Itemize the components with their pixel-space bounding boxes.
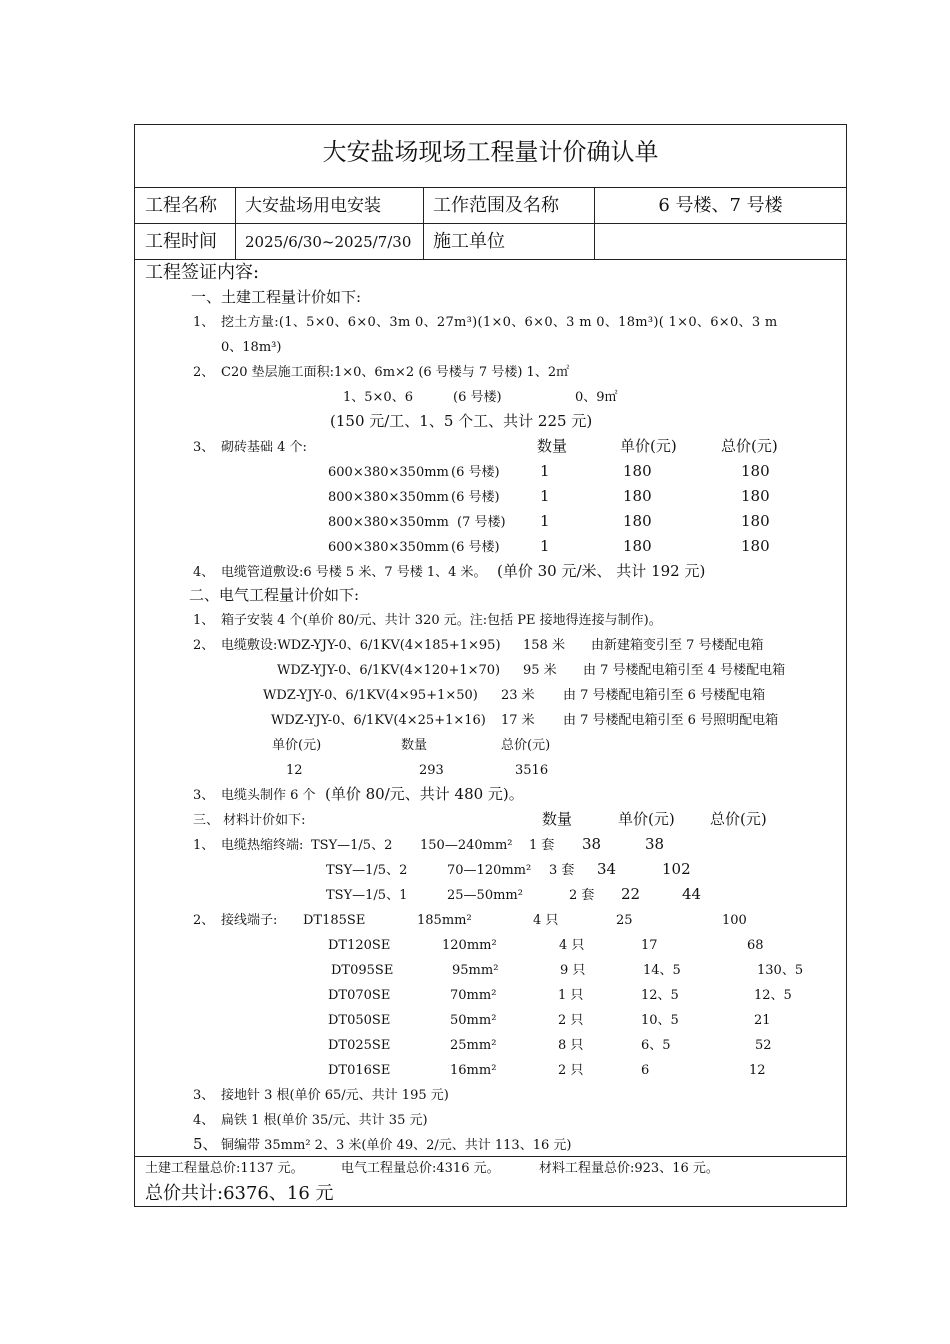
lug-model: DT025SE — [328, 1038, 391, 1053]
content-heading: 工程签证内容: — [145, 262, 260, 283]
lug-total: 100 — [722, 913, 747, 928]
item-number: 2、 — [193, 365, 215, 380]
material-col-header-total: 总价(元) — [710, 810, 767, 828]
item-number: 4、 — [193, 565, 215, 580]
cable-length: 23 米 — [501, 688, 535, 703]
cushion-text: C20 垫层施工面积:1×0、6m×2 (6 号楼与 7 号楼) 1、2㎡ — [221, 365, 570, 380]
lug-price: 10、5 — [641, 1013, 679, 1028]
brick-total: 180 — [741, 537, 770, 555]
lug-model: DT016SE — [328, 1063, 391, 1078]
cable-route: 由 7 号楼配电箱引至 6 号照明配电箱 — [563, 713, 779, 728]
copper-braid-text: 铜编带 35mm² 2、3 米(单价 49、2/元、共计 113、16 元) — [221, 1138, 572, 1153]
item-number: 3、 — [193, 788, 215, 803]
terminal-qty: 3 套 — [549, 863, 575, 878]
project-time-label: 工程时间 — [145, 231, 217, 252]
page-title: 大安盐场现场工程量计价确认单 — [322, 138, 659, 166]
terminal-label: 电缆热缩终端: — [221, 838, 304, 853]
lug-size: 95mm² — [452, 963, 499, 978]
material-col-header-qty: 数量 — [542, 810, 573, 828]
cable-col-header-price: 单价(元) — [272, 738, 322, 753]
lug-size: 185mm² — [417, 913, 472, 928]
item-number: 1、 — [193, 838, 215, 853]
cushion-line2-dim: 1、5×0、6 — [343, 390, 413, 405]
cushion-line2-area: 0、9㎡ — [575, 390, 618, 405]
brick-location: (6 号楼) — [451, 540, 500, 555]
divider — [135, 187, 846, 188]
lug-price: 25 — [616, 913, 633, 928]
confirmation-form — [134, 124, 847, 1207]
brick-qty: 1 — [540, 462, 550, 480]
lug-total: 52 — [755, 1038, 772, 1053]
project-time-value: 2025/6/30~2025/7/30 — [245, 233, 412, 251]
cable-total: 3516 — [515, 763, 549, 778]
contractor-label: 施工单位 — [433, 231, 505, 252]
col-header-total: 总价(元) — [721, 437, 778, 455]
terminal-range: 70—120mm² — [447, 863, 532, 878]
lug-size: 70mm² — [450, 988, 497, 1003]
brick-price: 180 — [623, 512, 652, 530]
brick-qty: 1 — [540, 512, 550, 530]
cable-col-header-total: 总价(元) — [501, 738, 551, 753]
item-number: 3、 — [193, 440, 215, 455]
cable-spec: WDZ-YJY-0、6/1KV(4×25+1×16) — [271, 713, 486, 728]
item-number: 5、 — [193, 1135, 218, 1153]
brick-qty: 1 — [540, 487, 550, 505]
lug-size: 16mm² — [450, 1063, 497, 1078]
brick-location: (6 号楼) — [451, 490, 500, 505]
cushion-cost: (150 元/工、1、5 个工、共计 225 元) — [330, 412, 593, 430]
brick-location: (6 号楼) — [451, 465, 500, 480]
lug-size: 120mm² — [442, 938, 497, 953]
item-number: 3、 — [193, 1088, 215, 1103]
cable-length: 158 米 — [523, 638, 565, 653]
col-header-price: 单价(元) — [620, 437, 677, 455]
brick-spec: 800×380×350mm — [328, 515, 449, 530]
terminal-price: 38 — [582, 835, 602, 853]
cable-col-header-qty: 数量 — [401, 738, 428, 753]
divider — [423, 187, 424, 259]
lug-size: 50mm² — [450, 1013, 497, 1028]
cable-spec: 电缆敷设:WDZ-YJY-0、6/1KV(4×185+1×95) — [221, 638, 501, 653]
project-name-value: 大安盐场用电安装 — [245, 196, 381, 216]
lug-model: DT185SE — [303, 913, 366, 928]
item-number: 1、 — [193, 315, 215, 330]
terminal-qty: 1 套 — [529, 838, 555, 853]
terminal-total: 44 — [682, 885, 702, 903]
brick-total: 180 — [741, 462, 770, 480]
lug-qty: 2 只 — [558, 1013, 584, 1028]
material-total: 材料工程量总价:923、16 元。 — [539, 1161, 719, 1176]
terminal-model: TSY—1/5、2 — [326, 863, 408, 878]
section-electrical-title: 二、电气工程量计价如下: — [189, 586, 360, 604]
brick-price: 180 — [623, 462, 652, 480]
civil-total: 土建工程量总价:1137 元。 — [145, 1161, 304, 1176]
brick-price: 180 — [623, 487, 652, 505]
lug-model: DT050SE — [328, 1013, 391, 1028]
brick-total: 180 — [741, 487, 770, 505]
lug-price: 6、5 — [641, 1038, 671, 1053]
lug-qty: 2 只 — [558, 1063, 584, 1078]
cable-route: 由 7 号楼配电箱引至 6 号楼配电箱 — [563, 688, 766, 703]
flat-iron-text: 扁铁 1 根(单价 35/元、共计 35 元) — [221, 1113, 428, 1128]
cable-route: 由 7 号楼配电箱引至 4 号楼配电箱 — [583, 663, 786, 678]
lug-price: 6 — [641, 1063, 650, 1078]
lug-qty: 9 只 — [560, 963, 586, 978]
divider — [135, 223, 846, 224]
divider — [135, 259, 846, 260]
terminal-qty: 2 套 — [569, 888, 595, 903]
lug-label: 接线端子: — [221, 913, 278, 928]
conduit-text: 电缆管道敷设:6 号楼 5 米、7 号楼 1、4 米。 — [221, 565, 487, 580]
section-civil-title: 一、土建工程量计价如下: — [191, 288, 362, 306]
lug-model: DT120SE — [328, 938, 391, 953]
brick-total: 180 — [741, 512, 770, 530]
project-name-label: 工程名称 — [145, 195, 217, 216]
col-header-qty: 数量 — [537, 437, 568, 455]
material-col-header-price: 单价(元) — [618, 810, 675, 828]
lug-total: 12 — [749, 1063, 766, 1078]
brick-spec: 600×380×350mm — [328, 465, 449, 480]
grand-total: 总价共计:6376、16 元 — [145, 1183, 334, 1204]
lug-model: DT095SE — [331, 963, 394, 978]
brick-location: (7 号楼) — [457, 515, 506, 530]
item-number: 4、 — [193, 1113, 215, 1128]
scope-value: 6 号楼、7 号楼 — [658, 195, 783, 216]
lug-total: 68 — [747, 938, 764, 953]
terminal-price: 34 — [597, 860, 617, 878]
item-number: 2、 — [193, 913, 215, 928]
brick-price: 180 — [623, 537, 652, 555]
lug-price: 17 — [641, 938, 658, 953]
lug-total: 130、5 — [757, 963, 804, 978]
terminal-model: TSY—1/5、1 — [326, 888, 408, 903]
ground-rod-text: 接地针 3 根(单价 65/元、共计 195 元) — [221, 1088, 449, 1103]
brick-foundation-text: 砌砖基础 4 个: — [221, 440, 307, 455]
cable-price: 12 — [286, 763, 303, 778]
earthwork-text: 挖土方量:(1、5×0、6×0、3m 0、27m³)(1×0、6×0、3 m 0、18m³)( 1×0、6×0、3 m — [221, 315, 778, 330]
lug-qty: 4 只 — [533, 913, 559, 928]
lug-total: 21 — [754, 1013, 771, 1028]
box-install-text: 箱子安装 4 个(单价 80/元、共计 320 元。注:包括 PE 接地得连接与制作)。 — [221, 613, 662, 628]
cable-head-cost: (单价 80/元、共计 480 元)。 — [325, 785, 524, 803]
lug-qty: 1 只 — [558, 988, 584, 1003]
section-material-title: 三、 材料计价如下: — [193, 813, 306, 828]
divider — [235, 187, 236, 259]
lug-size: 25mm² — [450, 1038, 497, 1053]
terminal-total: 102 — [662, 860, 691, 878]
lug-qty: 4 只 — [559, 938, 585, 953]
cable-spec: WDZ-YJY-0、6/1KV(4×120+1×70) — [277, 663, 501, 678]
terminal-price: 22 — [621, 885, 641, 903]
cable-route: 由新建箱变引至 7 号楼配电箱 — [591, 638, 764, 653]
item-number: 2、 — [193, 638, 215, 653]
terminal-range: 150—240mm² — [420, 838, 513, 853]
lug-qty: 8 只 — [558, 1038, 584, 1053]
lug-total: 12、5 — [754, 988, 792, 1003]
brick-spec: 800×380×350mm — [328, 490, 449, 505]
divider — [135, 1156, 846, 1157]
scope-label: 工作范围及名称 — [433, 195, 559, 216]
cable-spec: WDZ-YJY-0、6/1KV(4×95+1×50) — [263, 688, 478, 703]
terminal-range: 25—50mm² — [447, 888, 523, 903]
cable-qty: 293 — [419, 763, 444, 778]
lug-model: DT070SE — [328, 988, 391, 1003]
cable-length: 95 米 — [523, 663, 557, 678]
terminal-model: TSY—1/5、2 — [311, 838, 393, 853]
brick-spec: 600×380×350mm — [328, 540, 449, 555]
conduit-cost: (单价 30 元/米、 共计 192 元) — [497, 562, 706, 580]
cable-head-text: 电缆头制作 6 个 — [221, 788, 316, 803]
cable-length: 17 米 — [501, 713, 535, 728]
cushion-line2-loc: (6 号楼) — [453, 390, 502, 405]
brick-qty: 1 — [540, 537, 550, 555]
earthwork-text-cont: 0、18m³) — [221, 340, 282, 355]
terminal-total: 38 — [645, 835, 665, 853]
lug-price: 12、5 — [641, 988, 679, 1003]
item-number: 1、 — [193, 613, 215, 628]
lug-price: 14、5 — [643, 963, 681, 978]
electrical-total: 电气工程量总价:4316 元。 — [341, 1161, 500, 1176]
